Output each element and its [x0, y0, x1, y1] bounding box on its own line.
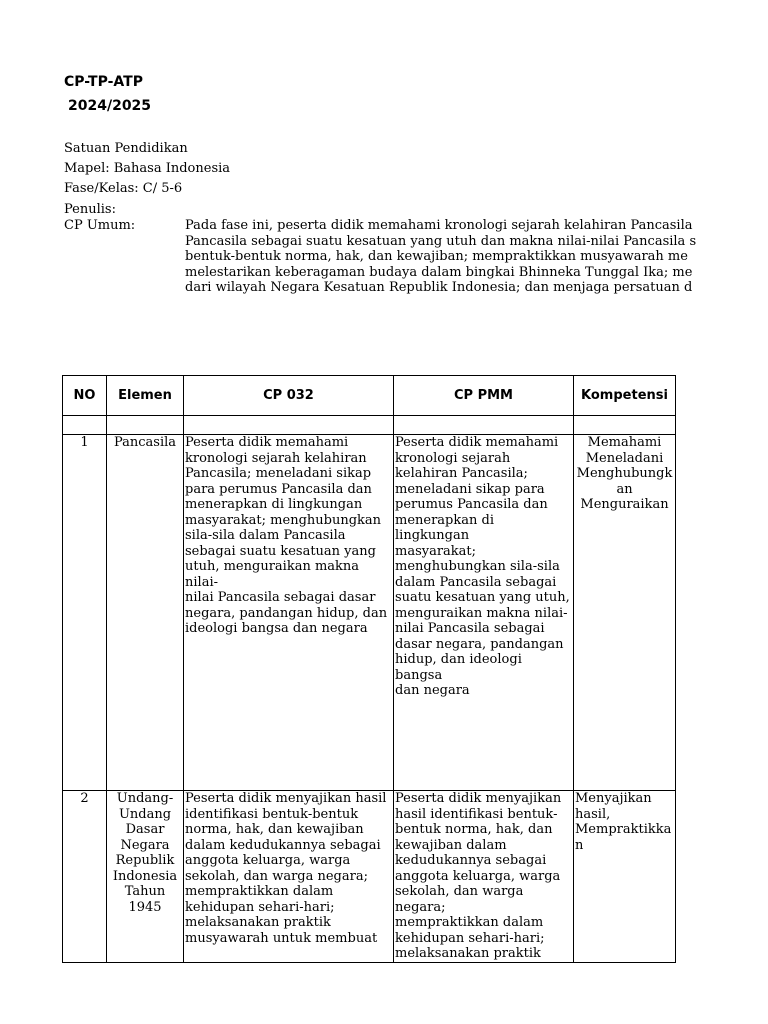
document-title: CP-TP-ATP	[64, 74, 143, 90]
table-spacer-row	[63, 416, 676, 435]
row-elemen: Pancasila	[107, 435, 184, 791]
header-no: NO	[63, 376, 107, 416]
row-cp032: Peserta didik memahami kronologi sejarah kelahiran Pancasila; meneladani sikap para perumus Pancasila dan menerapkan di lingkungan masyarakat; menghubungkan sila-sila dalam Pancasila sebagai suatu kesatuan yang utuh, menguraikan makna nilai- nilai Pancasila sebagai dasar negara, pandangan hidup, dan ideologi bangsa dan negara	[184, 435, 394, 791]
cp-table	[62, 375, 676, 963]
penulis: Penulis:	[64, 202, 116, 217]
document-year: 2024/2025	[68, 98, 152, 114]
cp-umum-line: Pada fase ini, peserta didik memahami kronologi sejarah kelahiran Pancasila	[185, 218, 693, 233]
header-kompetensi: Kompetensi	[574, 376, 676, 416]
cp-umum-line: melestarikan keberagaman budaya dalam bingkai Bhinneka Tunggal Ika; me	[185, 264, 693, 280]
row-kompetensi: Memahami Meneladani Menghubungk an Menguraikan	[574, 435, 676, 791]
cp-umum-text	[185, 218, 697, 296]
row-number: 1	[63, 435, 107, 791]
row-cppmm: Peserta didik menyajikan hasil identifikasi bentuk- bentuk norma, hak, dan kewajiban dalam kedudukannya sebagai anggota keluarga, warga sekolah, dan warga negara; mempraktikkan dalam kehidupan sehari-hari; melaksanakan praktik	[394, 791, 574, 963]
cp-umum-label: CP Umum:	[64, 218, 136, 233]
cp-umum-line: bentuk-bentuk norma, hak, dan kewajiban; mempraktikkan musyawarah me	[185, 249, 688, 264]
table-row	[63, 791, 676, 963]
header-cp032: CP 032	[184, 376, 394, 416]
fase-kelas: Fase/Kelas: C/ 5-6	[64, 181, 183, 196]
cp-umum-line: Pancasila sebagai suatu kesatuan yang utuh dan makna nilai-nilai Pancasila s	[185, 233, 697, 249]
mapel: Mapel: Bahasa Indonesia	[64, 161, 231, 176]
cp-umum-line: dari wilayah Negara Kesatuan Republik Indonesia; dan menjaga persatuan d	[185, 280, 693, 295]
table-row	[63, 435, 676, 791]
row-elemen: Undang- Undang Dasar Negara Republik Indonesia Tahun 1945	[107, 791, 184, 963]
row-cppmm: Peserta didik memahami kronologi sejarah kelahiran Pancasila; meneladani sikap para perumus Pancasila dan menerapkan di lingkungan masyarakat; menghubungkan sila-sila dalam Pancasila sebagai suatu kesatuan yang utuh, menguraikan makna nilai- nilai Pancasila sebagai dasar negara, pandangan hidup, dan ideologi bangsa dan negara	[394, 435, 574, 791]
table-header-row	[63, 376, 676, 416]
header-elemen: Elemen	[107, 376, 184, 416]
satuan-pendidikan: Satuan Pendidikan	[64, 141, 188, 156]
row-cp032: Peserta didik menyajikan hasil identifikasi bentuk-bentuk norma, hak, dan kewajiban dalam kedudukannya sebagai anggota keluarga, warga sekolah, dan warga negara; mempraktikkan dalam kehidupan sehari-hari; melaksanakan praktik musyawarah untuk membuat	[184, 791, 394, 963]
row-number: 2	[63, 791, 107, 963]
row-kompetensi: Menyajikan hasil, Mempraktikka n	[574, 791, 676, 963]
header-cppmm: CP PMM	[394, 376, 574, 416]
